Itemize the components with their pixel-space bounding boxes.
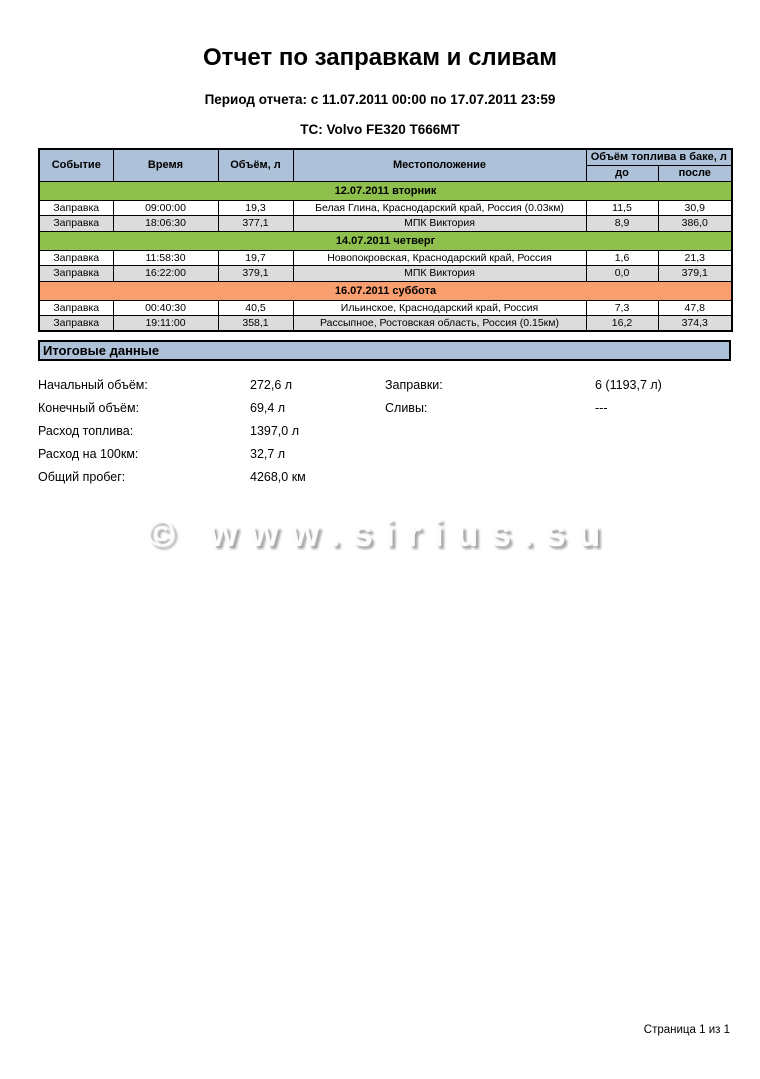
- cell-before: 11,5: [586, 200, 658, 216]
- header-event: Событие: [39, 149, 113, 181]
- cell-event: Заправка: [39, 250, 113, 266]
- cell-after: 386,0: [658, 216, 732, 232]
- cell-volume: 19,7: [218, 250, 293, 266]
- fuel-events-table: [38, 148, 733, 332]
- summary-label: Общий пробег:: [38, 469, 126, 484]
- cell-volume: 19,3: [218, 200, 293, 216]
- cell-time: 19:11:00: [113, 316, 218, 332]
- cell-location: Ильинское, Краснодарский край, Россия: [293, 300, 586, 316]
- summary-label: Расход на 100км:: [38, 446, 139, 461]
- summary-value: ---: [595, 400, 608, 415]
- table-row: [39, 316, 732, 332]
- summary-label: Сливы:: [385, 400, 428, 415]
- date-band-label: 12.07.2011 вторник: [39, 181, 732, 200]
- summary-row: [38, 396, 731, 419]
- header-volume: Объём, л: [218, 149, 293, 181]
- summary-value: 6 (1193,7 л): [595, 377, 662, 392]
- cell-before: 0,0: [586, 266, 658, 282]
- watermark: © www.sirius.su: [147, 513, 613, 554]
- cell-location: Новопокровская, Краснодарский край, Россия: [293, 250, 586, 266]
- cell-time: 00:40:30: [113, 300, 218, 316]
- summary-label: Заправки:: [385, 377, 443, 392]
- summary-section-title: Итоговые данные: [38, 340, 731, 361]
- cell-after: 30,9: [658, 200, 732, 216]
- summary-section: [38, 373, 731, 488]
- date-band-row: [39, 231, 732, 250]
- summary-row: [38, 419, 731, 442]
- summary-value: 4268,0 км: [250, 469, 306, 484]
- cell-event: Заправка: [39, 216, 113, 232]
- cell-location: МПК Виктория: [293, 216, 586, 232]
- cell-before: 7,3: [586, 300, 658, 316]
- cell-volume: 358,1: [218, 316, 293, 332]
- cell-before: 1,6: [586, 250, 658, 266]
- header-time: Время: [113, 149, 218, 181]
- vehicle-name: ТС: Volvo FE320 Т666МТ: [300, 122, 460, 137]
- cell-time: 11:58:30: [113, 250, 218, 266]
- page-title: Отчет по заправкам и сливам: [203, 44, 557, 71]
- cell-event: Заправка: [39, 316, 113, 332]
- table-row: [39, 216, 732, 232]
- cell-event: Заправка: [39, 266, 113, 282]
- cell-event: Заправка: [39, 200, 113, 216]
- summary-value: 32,7 л: [250, 446, 286, 461]
- table-body: [39, 181, 732, 331]
- summary-label: Начальный объём:: [38, 377, 148, 392]
- report-period: Период отчета: с 11.07.2011 00:00 по 17.07.2011 23:59: [204, 92, 556, 107]
- date-band-row: [39, 181, 732, 200]
- cell-time: 16:22:00: [113, 266, 218, 282]
- summary-row: [38, 465, 731, 488]
- cell-volume: 377,1: [218, 216, 293, 232]
- cell-after: 374,3: [658, 316, 732, 332]
- cell-time: 09:00:00: [113, 200, 218, 216]
- cell-before: 8,9: [586, 216, 658, 232]
- page-number: Страница 1 из 1: [643, 1024, 730, 1036]
- summary-label: Расход топлива:: [38, 423, 134, 438]
- header-location: Местоположение: [293, 149, 586, 181]
- cell-time: 18:06:30: [113, 216, 218, 232]
- date-band-label: 16.07.2011 суббота: [39, 281, 732, 300]
- header-after: после: [658, 165, 732, 181]
- table-header: [39, 149, 732, 181]
- header-fuel-in-tank: Объём топлива в баке, л: [586, 149, 732, 165]
- summary-row: [38, 442, 731, 465]
- summary-row: [38, 373, 731, 396]
- summary-value: 69,4 л: [250, 400, 286, 415]
- date-band-row: [39, 281, 732, 300]
- cell-location: МПК Виктория: [293, 266, 586, 282]
- cell-volume: 379,1: [218, 266, 293, 282]
- cell-after: 21,3: [658, 250, 732, 266]
- cell-event: Заправка: [39, 300, 113, 316]
- cell-before: 16,2: [586, 316, 658, 332]
- summary-value: 1397,0 л: [250, 423, 299, 438]
- date-band-label: 14.07.2011 четверг: [39, 231, 732, 250]
- cell-location: Белая Глина, Краснодарский край, Россия (0.03км): [293, 200, 586, 216]
- table-row: [39, 266, 732, 282]
- table-row: [39, 250, 732, 266]
- header-before: до: [586, 165, 658, 181]
- table-row: [39, 300, 732, 316]
- cell-volume: 40,5: [218, 300, 293, 316]
- cell-after: 47,8: [658, 300, 732, 316]
- table-row: [39, 200, 732, 216]
- summary-value: 272,6 л: [250, 377, 293, 392]
- summary-label: Конечный объём:: [38, 400, 140, 415]
- cell-location: Рассыпное, Ростовская область, Россия (0.15км): [293, 316, 586, 332]
- cell-after: 379,1: [658, 266, 732, 282]
